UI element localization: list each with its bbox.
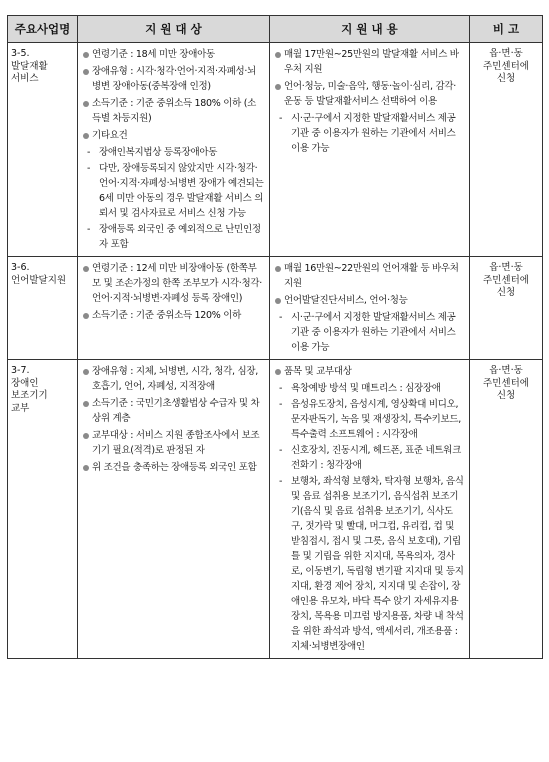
eligibility-cell <box>78 257 270 360</box>
program-name: 장애인 보조기기 교부 <box>11 377 48 414</box>
bullet-item: 장애유형 : 지체, 뇌병변, 시각, 청각, 심장, 호흡기, 언어, 자폐성, 지적장애 <box>82 364 264 394</box>
program-number: 3-7. <box>11 365 30 376</box>
bullet-item: 매월 17만원~25만원의 발달재활 서비스 바우처 지원 <box>274 47 464 77</box>
header-note: 비 고 <box>470 16 543 43</box>
support-content-cell <box>270 43 470 257</box>
table-row <box>8 43 543 257</box>
header-eligibility: 지 원 대 상 <box>78 16 270 43</box>
bullet-item: 소득기준 : 국민기초생활법상 수급자 및 차상위 계층 <box>82 396 264 426</box>
bullet-item: 장애유형 : 시각·청각·언어·지적·자폐성·뇌병변 장애아동(중복장애 인정) <box>82 64 264 94</box>
support-content-cell <box>270 360 470 659</box>
program-number: 3-6. <box>11 262 30 273</box>
eligibility-cell <box>78 43 270 257</box>
sub-item: - 시·군·구에서 지정한 발달재활서비스 제공기관 중 이용자가 원하는 기관에서 서비스 이용 가능 <box>274 111 464 156</box>
bullet-item: 소득기준 : 기준 중위소득 120% 이하 <box>82 308 264 323</box>
bullet-item: 위 조건을 충족하는 장애등록 외국인 포함 <box>82 460 264 475</box>
sub-item: - 장애등록 외국인 중 예외적으로 난민인정자 포함 <box>82 222 264 252</box>
bullet-item: 교부대상 : 서비스 지원 종합조사에서 보조기기 필요(적격)로 판정된 자 <box>82 428 264 458</box>
sub-item: - 다만, 장애등록되지 않았지만 시각·청각·언어·지적·자폐성·뇌병변 장애가 예견되는 6세 미만 아동의 경우 발달재활 서비스 의뢰서 및 검사자료로 서비스 신청 가능 <box>82 161 264 221</box>
bullet-item: 품목 및 교부대상 <box>274 364 464 379</box>
table-row <box>8 360 543 659</box>
bullet-item: 연령기준 : 18세 미만 장애아동 <box>82 47 264 62</box>
table-row <box>8 257 543 360</box>
program-name-cell <box>8 257 78 360</box>
bullet-item: 언어발달진단서비스, 언어·청능 <box>274 293 464 308</box>
sub-item: - 욕창예방 방석 및 매트리스 : 심장장애 <box>274 381 464 396</box>
header-program-name: 주요사업명 <box>8 16 78 43</box>
bullet-item: 소득기준 : 기준 중위소득 180% 이하 (소득별 차등지원) <box>82 96 264 126</box>
sub-item: - 신호장치, 진동시계, 헤드폰, 표준 네트워크 전화기 : 청각장애 <box>274 443 464 473</box>
table-header-row <box>8 16 543 43</box>
bullet-item: 연령기준 : 12세 미만 비장애아동 (한쪽부모 및 조손가정의 한쪽 조부모가 시각·청각·언어·지적·뇌병변·자폐성 등록 장애인) <box>82 261 264 306</box>
sub-item: - 보행차, 좌석형 보행차, 탁자형 보행차, 음식 및 음료 섭취용 보조기기, 음식섭취 보조기기(음식 및 음료 섭취용 보조기기, 식사도구, 젓가락 및 빨대, 머그컵, 유리컵, 컵 및 받침접시, 접시 및 그릇, 음식 보호대), 기립틀 및 기립을 위한 지지대, 목욕의자, 경사로, 이동변기, 독립형 변기팔 지지대 및 등지지대, 환경 제어 장치, 지지대 및 손잡이, 장애인용 유모차, 바닥 특수 앉기 자세유지용 장치, 목욕용 미끄럼 방지용품, 차량 내 착석을 위한 좌석과 방석, 액세서리, 개조용품 : 지체·뇌병변장애인 <box>274 474 464 654</box>
bullet-item: 기타요건 <box>82 128 264 143</box>
eligibility-cell <box>78 360 270 659</box>
note-cell: 읍·면·동 주민센터에 신청 <box>470 43 543 257</box>
support-programs-table <box>7 15 543 659</box>
program-name: 발달재활 서비스 <box>11 60 48 84</box>
note-cell: 읍·면·동 주민센터에 신청 <box>470 257 543 360</box>
bullet-item: 매월 16만원~22만원의 언어재활 등 바우처 지원 <box>274 261 464 291</box>
bullet-item: 언어·청능, 미술·음악, 행동·놀이·심리, 감각·운동 등 발달재활서비스 선택하여 이용 <box>274 79 464 109</box>
sub-item: - 시·군·구에서 지정한 발달재활서비스 제공기관 중 이용자가 원하는 기관에서 서비스 이용 가능 <box>274 310 464 355</box>
sub-item: - 음성유도장치, 음성시계, 영상확대 비디오, 문자판독기, 녹음 및 재생장치, 특수키보드, 특수출력 소프트웨어 : 시각장애 <box>274 397 464 442</box>
support-content-cell <box>270 257 470 360</box>
program-name: 언어발달지원 <box>11 274 67 286</box>
note-cell: 읍·면·동 주민센터에 신청 <box>470 360 543 659</box>
header-support-content: 지 원 내 용 <box>270 16 470 43</box>
program-name-cell <box>8 360 78 659</box>
program-name-cell <box>8 43 78 257</box>
sub-item: - 장애인복지법상 등록장애아동 <box>82 145 264 160</box>
program-number: 3-5. <box>11 48 30 59</box>
